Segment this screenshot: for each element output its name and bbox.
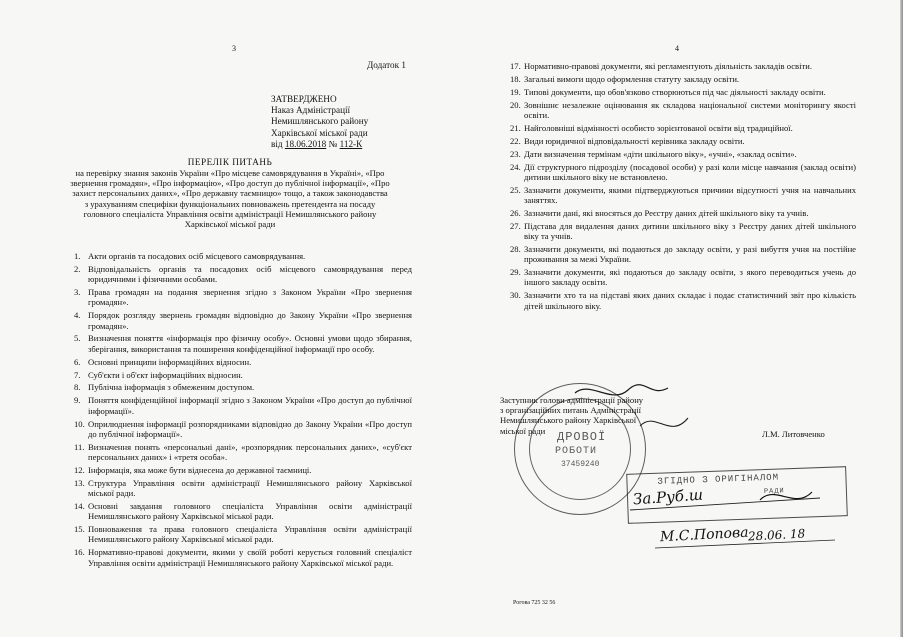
question-number: 13. xyxy=(74,477,85,488)
signature-line xyxy=(655,540,835,548)
signer-position-line: з організаційних питань Адміністрації xyxy=(500,405,641,416)
question-text: Основні принципи інформаційних відносин. xyxy=(88,356,252,367)
question-text: Основні завдання головного спеціаліста Управління освіти адміністрації Немишлянського району Харківської міської ради. xyxy=(88,500,412,522)
approval-line: Харківської міської ради xyxy=(271,127,368,138)
signature-stroke xyxy=(575,385,668,395)
question-number: 23. xyxy=(510,148,521,159)
approval-line: Наказ Адміністрації xyxy=(271,105,351,116)
number-prefix: № xyxy=(328,138,338,149)
seal-text: РОБОТИ xyxy=(555,446,598,457)
question-number: 12. xyxy=(74,464,85,475)
question-text: Оприлюднення інформації розпорядниками відповідно до Закону України «Про доступ до публічної інформації». xyxy=(88,418,412,439)
subtitle-line: захист персональних даних», «Про державну таємницю» тощо, а також законодавства xyxy=(72,188,388,199)
footer-code: Рогова 725 32 56 xyxy=(513,600,556,606)
signer-position-line: Заступник голови адміністрації району xyxy=(500,395,644,405)
subtitle-line: Харківської міської ради xyxy=(184,219,276,230)
signer-position-line: Немишлянського району Харківської xyxy=(500,415,637,426)
question-number: 7. xyxy=(74,369,81,380)
approval-heading: ЗАТВЕРДЖЕНО xyxy=(271,94,337,104)
stamp-fragment: РАДИ xyxy=(763,487,785,497)
question-text: Види юридичної відповідальності керівника закладу освіти. xyxy=(524,135,745,146)
signature-line xyxy=(630,498,820,510)
question-text: Типові документи, що обов'язково створюються під час діяльності закладу освіти. xyxy=(524,86,826,97)
question-number: 28. xyxy=(510,243,521,254)
question-text: Дії структурного підрозділу (посадової особи) у разі коли місце навчання (заклад освіти) дитини шкільного віку не встановлено. xyxy=(524,161,856,182)
question-text: Акти органів та посадових осіб місцевого самоврядування. xyxy=(88,251,306,261)
question-text: Права громадян на подання звернення згідно з Законом України «Про звернення громадян». xyxy=(88,287,412,308)
question-number: 29. xyxy=(510,267,521,278)
stamp-heading: ЗГІДНО З ОРИГІНАЛОМ xyxy=(657,472,780,487)
page-number: 4 xyxy=(675,44,679,53)
question-text: Найголовніші відмінності особисто зорієнтованої освіти від традиційної. xyxy=(524,122,793,133)
question-number: 19. xyxy=(510,86,521,97)
appendix-label: Додаток 1 xyxy=(367,60,406,70)
document-title: ПЕРЕЛІК ПИТАНЬ xyxy=(187,157,273,167)
question-number: 11. xyxy=(74,441,85,452)
question-number: 14. xyxy=(74,500,85,511)
question-number: 8. xyxy=(74,382,81,393)
question-number: 10. xyxy=(74,418,85,429)
question-number: 9. xyxy=(74,395,81,406)
question-number: 25. xyxy=(510,184,521,195)
subtitle-line: головного спеціаліста Управління освіти адміністрації Немишлянського району xyxy=(83,208,377,219)
question-number: 5. xyxy=(74,333,81,344)
question-text: Визначення понять «персональні дані», «розпорядник персональних даних», «суб'єкт персональних даних» і «третя особа». xyxy=(88,441,412,462)
date-prefix: від xyxy=(271,138,283,149)
question-text: Зазначити хто та на підставі яких даних складає і подає статистичний звіт про кількість дітей шкільного віку. xyxy=(524,290,856,311)
question-number: 30. xyxy=(510,290,521,301)
subtitle-line: з урахуванням специфіки функціональних повноважень претендента на посаду xyxy=(84,198,376,209)
question-text: Зазначити документи, які подаються до закладу освіти, з якого переводиться учень до іншого закладу освіти. xyxy=(524,267,856,288)
question-text: Зазначити дані, які вносяться до Реєстру даних дітей шкільного віку та учнів. xyxy=(524,207,809,218)
signer-name: Л.М. Литовченко xyxy=(762,429,825,439)
question-text: Інформація, яка може бути віднесена до державної таємниці. xyxy=(88,464,312,475)
question-text: Дати визначення термінам «діти шкільного віку», «учні», «заклад освіти». xyxy=(524,148,797,159)
question-number: 21. xyxy=(510,122,521,133)
question-text: Нормативно-правові документи, якими у своїй роботі керується головний спеціаліст Управління освіти адміністрації Немишлянського району Харківської міської ради. xyxy=(88,547,412,568)
question-number: 15. xyxy=(74,524,85,535)
question-text: Загальні вимоги щодо оформлення статуту закладу освіти. xyxy=(524,73,740,84)
question-text: Суб'єкти і об'єкт інформаційних відносин. xyxy=(88,369,243,380)
question-number: 18. xyxy=(510,73,521,84)
handwritten-date: 28.06. 18 xyxy=(747,526,806,544)
question-number: 17. xyxy=(510,61,521,71)
seal-code: 37459240 xyxy=(561,460,600,469)
approval-line: Немишлянського району xyxy=(271,116,369,127)
question-text: Зазначити документи, які подаються до закладу освіти, у разі вибуття учня на постійне проживання за межі України. xyxy=(524,243,856,265)
question-text: Зазначити документи, якими підтверджуються причини відсутності учня на навчальних заняттях. xyxy=(524,184,856,206)
question-text: Порядок розгляду звернень громадян відповідно до Закону України «Про звернення громадян». xyxy=(88,310,412,331)
question-number: 16. xyxy=(74,547,85,558)
question-number: 26. xyxy=(510,207,521,218)
question-number: 27. xyxy=(510,220,521,231)
signer-position-line: міської ради xyxy=(500,425,546,436)
question-text: Підстава для видалення даних дитини шкільного віку з Реєстру даних дітей шкільного віку та учнів. xyxy=(524,220,856,242)
page-number: 3 xyxy=(232,44,236,53)
question-text: Визначення поняття «інформація про фізичну особу». Основні умови щодо збирання, зберігання, використання та поширення конфіденційної інформації про особу. xyxy=(88,333,412,354)
subtitle-line: звернення громадян», «Про інформацію», «Про доступ до публічної інформації», «Про xyxy=(70,178,390,189)
question-text: Відповідальність органів та посадових осіб місцевого самоврядування перед юридичними і фізичними особами. xyxy=(88,263,412,285)
handwritten-name: М.С.Попова xyxy=(659,524,749,546)
handwritten-note: За.Руб.ш xyxy=(632,485,704,509)
question-number: 20. xyxy=(510,99,521,110)
question-number: 1. xyxy=(74,251,81,261)
seal-text: ДРОВОЇ xyxy=(557,430,607,444)
approval-number: 112-К xyxy=(339,138,363,149)
signature-stroke xyxy=(640,418,688,426)
question-number: 2. xyxy=(74,263,81,274)
question-text: Структура Управління освіти адміністрації Немишлянського району Харківської міської ради. xyxy=(88,477,412,499)
question-text: Публічна інформація з обмеженим доступом. xyxy=(88,382,255,393)
question-text: Повноваження та права головного спеціаліста Управління освіти адміністрації Немишлянського району Харківської міської ради. xyxy=(88,524,412,545)
question-number: 6. xyxy=(74,356,81,367)
approval-date: 18.06.2018 xyxy=(284,138,327,149)
question-number: 22. xyxy=(510,135,521,146)
question-text: Поняття конфіденційної інформації згідно з Законом України «Про доступ до публічної інформації». xyxy=(88,395,412,416)
subtitle-line: на перевірку знання законів України «Про місцеве самоврядування в Україні», «Про xyxy=(75,168,385,178)
question-text: Зовнішнє незалежне оцінювання як складова національної системи моніторингу якості освіти. xyxy=(524,99,856,120)
question-number: 3. xyxy=(74,287,81,298)
question-number: 4. xyxy=(74,310,81,321)
question-number: 24. xyxy=(510,161,521,172)
question-text: Нормативно-правові документи, які регламентують діяльність закладів освіти. xyxy=(524,61,812,71)
